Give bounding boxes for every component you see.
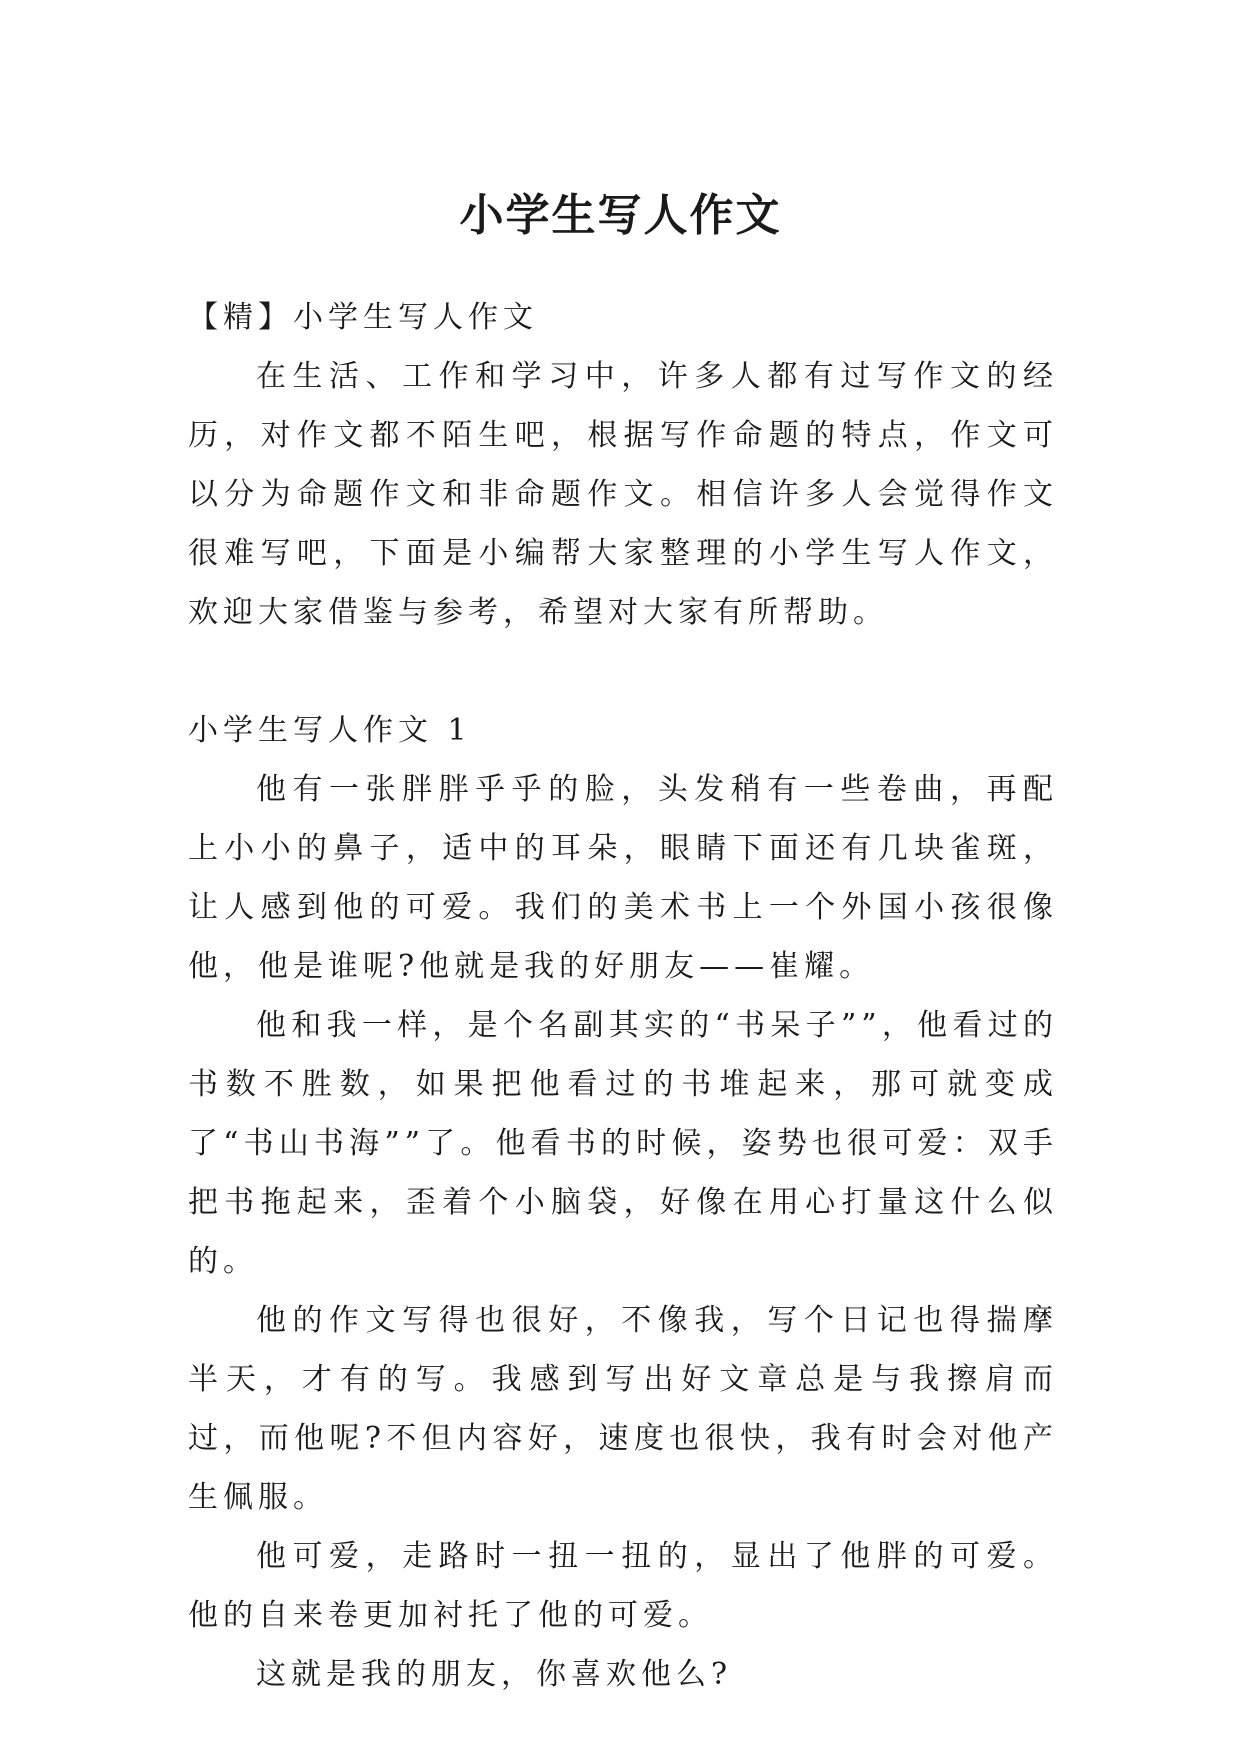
intro-paragraph: 在生活、工作和学习中，许多人都有过写作文的经历，对作文都不陌生吧，根据写作命题的特点，作文可以分为命题作文和非命题作文。相信许多人会觉得作文很难写吧，下面是小编帮大家整理的小学生写人作文，欢迎大家借鉴与参考，希望对大家有所帮助。 [188, 359, 1058, 630]
document-title: 小学生写人作文 [459, 190, 782, 242]
section-title: 小学生写人作文 1 [188, 713, 472, 748]
body-paragraph: 他有一张胖胖乎乎的脸，头发稍有一些卷曲，再配上小小的鼻子，适中的耳朵，眼睛下面还有几块雀斑，让人感到他的可爱。我们的美术书上一个外国小孩很像他，他是谁呢?他就是我的好朋友——崔耀。 [188, 772, 1058, 984]
body-paragraph: 这就是我的朋友，你喜欢他么? [256, 1657, 733, 1692]
body-paragraph: 他和我一样，是个名副其实的“书呆子””，他看过的书数不胜数，如果把他看过的书堆起来，那可就变成了“书山书海””了。他看书的时候，姿势也很可爱：双手把书拖起来，歪着个小脑袋，好像在用心打量这什么似的。 [188, 1008, 1058, 1279]
document-body [188, 288, 1058, 1704]
document-subtitle: 【精】小学生写人作文 [188, 300, 538, 335]
body-paragraph: 他可爱，走路时一扭一扭的，显出了他胖的可爱。他的自来卷更加衬托了他的可爱。 [188, 1539, 1058, 1633]
body-paragraph: 他的作文写得也很好，不像我，写个日记也得揣摩半天，才有的写。我感到写出好文章总是与我擦肩而过，而他呢?不但内容好，速度也很快，我有时会对他产生佩服。 [188, 1303, 1058, 1515]
